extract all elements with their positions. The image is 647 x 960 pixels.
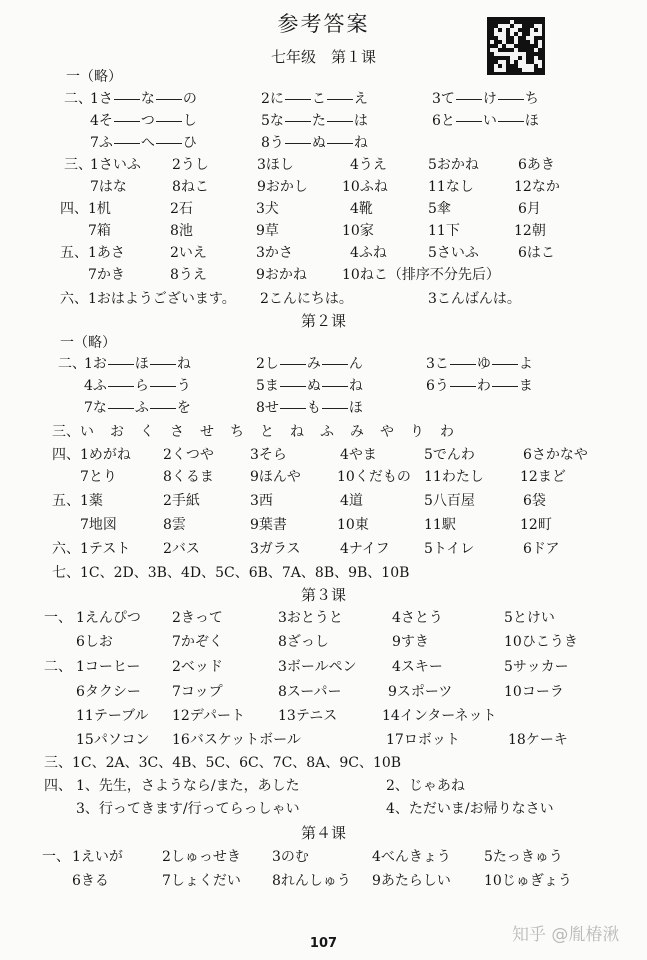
answer-item: 10コーラ [504, 684, 564, 700]
answer-item: 12デパート [172, 708, 245, 724]
answer-item: 1あさ [88, 245, 125, 261]
l2-q2-seq: 1お ほ ね [84, 356, 191, 372]
answer-item: 6あき [518, 157, 555, 173]
l3-q4-prefix: 四、 [44, 778, 72, 794]
answer-item: 4やま [340, 447, 377, 463]
answer-item: 10東 [337, 517, 369, 533]
answer-item: 3おとうと [278, 610, 343, 626]
l2-q4-row1 [0, 444, 647, 466]
answer-item: 7はな [90, 179, 127, 195]
answer-item: 7しょくだい [162, 873, 241, 889]
l3-q1-prefix: 一、 [44, 610, 72, 626]
l3-q2-row4 [0, 729, 647, 751]
answer-item: 16バスケットボール [172, 732, 301, 748]
answer-item: 15パソコン [76, 732, 150, 748]
kana-char: や [380, 424, 394, 440]
answer-item: 10じゅぎょう [484, 873, 572, 889]
kana-char: お [110, 424, 124, 440]
l2-q6 [0, 538, 647, 560]
lesson-3-heading: 第３课 [300, 586, 346, 604]
l1-q2-seq: 2に こ え [261, 91, 368, 107]
l2-q2-seq: 7な ふ を [84, 400, 191, 416]
l3-q3-text: 三、1C、2A、3C、4B、5C、6C、7C、8A、9C、10B [44, 755, 402, 771]
l1-q2-prefix: 二、 [64, 91, 92, 107]
kana-char: く [140, 424, 154, 440]
l4-q1-prefix: 一、 [42, 849, 70, 865]
answer-item: 12まど [520, 469, 566, 485]
answer-item: 2しゅっせき [162, 849, 241, 865]
answer-item: 7コップ [172, 684, 223, 700]
l2-q5-row1 [0, 490, 647, 512]
answer-item: 18ケーキ [508, 732, 568, 748]
answer-item: 7地図 [80, 517, 117, 533]
answer-item: 12なか [514, 179, 560, 195]
answer-item: 8雲 [163, 517, 186, 533]
answer-item: 1さいふ [90, 157, 141, 173]
answer-item: 5でんわ [424, 447, 475, 463]
answer-item: 4ふね [350, 245, 387, 261]
l1-q6-prefix: 六、 [60, 291, 88, 307]
lesson-4-heading: 第４课 [300, 824, 346, 842]
answer-item: 2くつや [163, 447, 214, 463]
answer-item: 8くるま [163, 469, 214, 485]
answer-item: 11駅 [424, 517, 456, 533]
answer-item: 12町 [520, 517, 552, 533]
l4-q1-row1 [0, 846, 647, 868]
l2-q4-row2 [0, 466, 647, 488]
answer-item: 1、先生，さようなら/また，あした [76, 778, 300, 794]
l2-q6-prefix: 六、 [52, 541, 80, 557]
answer-item: 5傘 [428, 201, 451, 217]
l2-q2-row1 [0, 353, 647, 375]
l3-q3 [0, 752, 647, 774]
l2-q3 [0, 421, 647, 443]
answer-item: 5八百屋 [424, 493, 475, 509]
l3-q1-row1 [0, 607, 647, 629]
l2-q2-seq: 5ま ぬ ね [256, 378, 363, 394]
l1-q1-text: 一（略） [66, 69, 122, 85]
answer-item: 9おかね [256, 267, 307, 283]
l2-q1 [0, 332, 647, 354]
answer-item: 11なし [428, 179, 474, 195]
answer-item: 3そら [250, 447, 287, 463]
answer-item: 11テーブル [76, 708, 149, 724]
answer-item: 9おかし [257, 179, 308, 195]
answer-item: 14インターネット [382, 708, 497, 724]
answer-item: 8うえ [170, 267, 207, 283]
answer-item: 2、じゃあね [386, 778, 465, 794]
lesson-1-heading: 七年级 第１课 [270, 48, 376, 66]
page-title: 参考答案 [277, 12, 370, 36]
l1-q6 [0, 288, 647, 310]
l3-q1-row2 [0, 631, 647, 653]
answer-item: 1コーヒー [76, 659, 141, 675]
answer-item: 5とけい [504, 610, 555, 626]
answer-item: 4べんきょう [372, 849, 451, 865]
l2-q5-row2 [0, 514, 647, 536]
answer-item: 13テニス [278, 708, 338, 724]
answer-item: 4うえ [350, 157, 387, 173]
answer-item: 3のむ [272, 849, 309, 865]
l2-q2-prefix: 二、 [58, 356, 86, 372]
l3-q4-row1 [0, 775, 647, 797]
answer-item: 6袋 [523, 493, 546, 509]
answer-item: 4道 [340, 493, 363, 509]
answer-item: 5トイレ [424, 541, 475, 557]
answer-item: 10家 [342, 223, 374, 239]
l1-q3-row2 [0, 176, 647, 198]
answer-item: 8ねこ [172, 179, 209, 195]
answer-item: 3ボールペン [278, 659, 357, 675]
answer-item: 7かき [88, 267, 125, 283]
answer-item: 3、行ってきます/行ってらっしゃい [76, 801, 300, 817]
answer-item: 4さとう [392, 610, 443, 626]
answer-item: 7とり [80, 469, 117, 485]
answer-item: 3ほし [257, 157, 294, 173]
kana-char: せ [200, 424, 214, 440]
answer-item: 7箱 [88, 223, 111, 239]
answer-item: 8れんしゅう [272, 873, 351, 889]
answer-item: 3犬 [256, 201, 279, 217]
answer-item: 5さいふ [428, 245, 479, 261]
l1-q2-seq: 8う ぬ ね [261, 135, 368, 151]
answer-item: 1えいが [72, 849, 123, 865]
answer-item: 6きる [72, 873, 109, 889]
answer-item: 8ざっし [278, 634, 329, 650]
l2-q2-seq: 8せ も ほ [256, 400, 363, 416]
answer-item: 4スキー [392, 659, 443, 675]
answer-item: 4、ただいま/お帰りなさい [386, 801, 554, 817]
answer-item: 6タクシー [76, 684, 141, 700]
l1-q2-seq: 7ふ へ ひ [90, 135, 197, 151]
l1-q4-prefix: 四、 [60, 201, 88, 217]
l1-q4-row2 [0, 220, 647, 242]
answer-item: 5おかね [428, 157, 479, 173]
l3-q2-prefix: 二、 [44, 659, 72, 675]
l1-q2-seq: 3て け ち [432, 91, 539, 107]
answer-item: 1えんぴつ [76, 610, 141, 626]
answer-item: 2こんにちは。 [260, 291, 353, 307]
l1-q2-row3 [0, 132, 647, 154]
answer-item: 2バス [163, 541, 200, 557]
kana-char: み [350, 424, 364, 440]
l2-q7 [0, 562, 647, 584]
answer-item: 2石 [170, 201, 193, 217]
l1-q2-seq: 5な た は [261, 113, 368, 129]
l1-q2-row1 [0, 88, 647, 110]
l4-q1-row2 [0, 870, 647, 892]
kana-char: ね [290, 424, 304, 440]
l2-q2-seq: 2し み ん [256, 356, 363, 372]
l3-q4-row2 [0, 798, 647, 820]
answer-item: 11わたし [424, 469, 484, 485]
answer-item: 3ガラス [250, 541, 301, 557]
answer-item: 2手紙 [163, 493, 200, 509]
l1-q2-seq: 6と い ほ [432, 113, 539, 129]
answer-item: 2ベッド [172, 659, 223, 675]
answer-item: 1めがね [80, 447, 131, 463]
l1-q5-prefix: 五、 [60, 245, 88, 261]
l2-q4-prefix: 四、 [52, 447, 80, 463]
kana-char: さ [170, 424, 184, 440]
answer-item: 1テスト [80, 541, 131, 557]
answer-item: 3かさ [256, 245, 293, 261]
l2-q5-prefix: 五、 [52, 493, 80, 509]
answer-item: 10ふね [342, 179, 388, 195]
answer-item: 2いえ [170, 245, 207, 261]
kana-char: ち [230, 424, 244, 440]
answer-item: 10ねこ（排序不分先后） [342, 267, 500, 283]
answer-item: 3こんばんは。 [428, 291, 521, 307]
answer-item: 9ほんや [250, 469, 301, 485]
answer-item: 2うし [172, 157, 209, 173]
l1-q2-seq: 4そ つ し [90, 113, 197, 129]
answer-item: 5サッカー [504, 659, 569, 675]
answer-item: 1おはようございます。 [88, 291, 236, 307]
answer-item: 9あたらしい [372, 873, 451, 889]
answer-item: 6月 [518, 201, 541, 217]
kana-char: と [260, 424, 274, 440]
l2-q2-seq: 6う わ ま [426, 378, 533, 394]
kana-char: ふ [320, 424, 334, 440]
answer-item: 10くだもの [337, 469, 411, 485]
l2-q7-text: 七、1C、2D、3B、4D、5C、6B、7A、8B、9B、10B [52, 565, 410, 581]
kana-char: わ [440, 424, 454, 440]
answer-item: 6しお [76, 634, 113, 650]
lesson-2-heading: 第２课 [300, 312, 346, 330]
l1-q2-seq: 1さ な の [90, 91, 197, 107]
answer-item: 9葉書 [250, 517, 287, 533]
l1-q5-row1 [0, 242, 647, 264]
answer-item: 7かぞく [172, 634, 223, 650]
answer-item: 5たっきゅう [484, 849, 563, 865]
l3-q2-row1 [0, 656, 647, 678]
l1-q2-row2 [0, 110, 647, 132]
answer-item: 4ナイフ [340, 541, 390, 557]
l2-q2-seq: 4ふ ら う [84, 378, 191, 394]
kana-char: い [80, 424, 94, 440]
l1-q5-row2 [0, 264, 647, 286]
l3-q2-row2 [0, 681, 647, 703]
l1-q3-row1 [0, 154, 647, 176]
answer-item: 9スポーツ [388, 684, 453, 700]
l2-q3-chars [80, 421, 470, 441]
answer-item: 9草 [256, 223, 279, 239]
answer-item: 8池 [170, 223, 193, 239]
kana-char: り [410, 424, 424, 440]
l1-q1 [0, 66, 647, 88]
l2-q2-seq: 3こ ゆ よ [426, 356, 533, 372]
l2-q1-text: 一（略） [60, 335, 116, 351]
answer-item: 8スーパー [278, 684, 342, 700]
l3-q2-row3 [0, 705, 647, 727]
l1-q4-row1 [0, 198, 647, 220]
page-number: 107 [309, 936, 338, 951]
l2-q2-row2 [0, 375, 647, 397]
l2-q3-prefix: 三、 [52, 424, 80, 440]
answer-item: 6さかなや [523, 447, 588, 463]
answer-item: 3西 [250, 493, 273, 509]
answer-item: 6はこ [518, 245, 555, 261]
answer-item: 4靴 [350, 201, 373, 217]
answer-item: 6ドア [523, 541, 560, 557]
watermark: 知乎 @胤椿湫 [512, 925, 620, 945]
answer-item: 17ロボット [386, 732, 460, 748]
answer-item: 1薬 [80, 493, 103, 509]
answer-item: 12朝 [514, 223, 546, 239]
answer-item: 10ひこうき [504, 634, 578, 650]
answer-item: 11下 [428, 223, 460, 239]
answer-item: 2きって [172, 610, 223, 626]
l1-q3-prefix: 三、 [64, 157, 92, 173]
l2-q2-row3 [0, 397, 647, 419]
answer-item: 9すき [392, 634, 429, 650]
answer-item: 1机 [88, 201, 111, 217]
